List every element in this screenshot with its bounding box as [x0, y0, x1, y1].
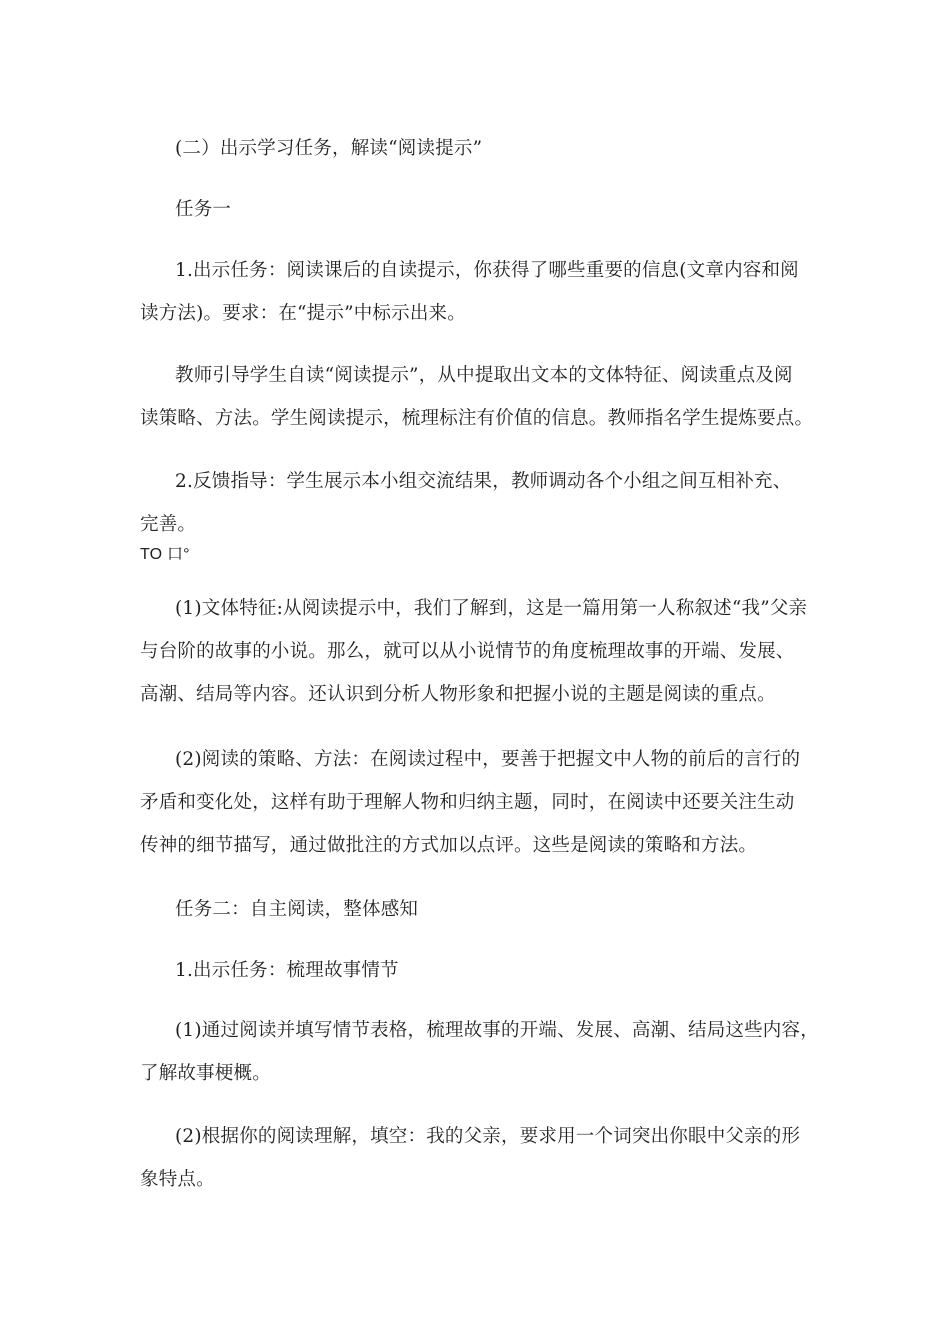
stray-text: TO 口°	[140, 546, 190, 563]
paragraph-plot-table: (1)通过阅读并填写情节表格，梳理故事的开端、发展、高潮、结局这些内容， 了解故事梗概。	[140, 1020, 819, 1084]
paragraph-feedback: 2.反馈指导：学生展示本小组交流结果，教师调动各个小组之间互相补充、 完善。	[140, 471, 792, 535]
paragraph-fill-blank: (2)根据你的阅读理解，填空：我的父亲，要求用一个词突出你眼中父亲的形 象特点。	[140, 1126, 801, 1190]
task-two-item-1: 1.出示任务：梳理故事情节	[175, 960, 399, 981]
task-one-heading: 任务一	[175, 199, 232, 220]
paragraph-task-one-item-1: 1.出示任务：阅读课后的自读提示，你获得了哪些重要的信息(文章内容和阅 读方法)。要求：在“提示”中标示出来。	[140, 260, 799, 324]
paragraph-genre-features: (1)文体特征:从阅读提示中，我们了解到，这是一篇用第一人称叙述“我”父亲 与台阶的故事的小说。那么，就可以从小说情节的角度梳理故事的开端、发展、 高潮、结局等内容。还认识到分析人物形象和把握小说的主题是阅读的重点。	[140, 598, 808, 705]
task-two-heading: 任务二：自主阅读，整体感知	[175, 899, 419, 920]
section-heading: (二）出示学习任务，解读“阅读提示”	[175, 138, 483, 159]
paragraph-reading-strategy: (2)阅读的策略、方法：在阅读过程中，要善于把握文中人物的前后的言行的 矛盾和变化处，这样有助于理解人物和归纳主题，同时，在阅读中还要关注生动 传神的细节描写，通过做批注的方式加以点评。这些是阅读的策略和方法。	[140, 749, 801, 856]
paragraph-teacher-guide: 教师引导学生自读“阅读提示”，从中提取出文本的文体特征、阅读重点及阅 读策略、方法。学生阅读提示，梳理标注有价值的信息。教师指名学生提炼要点。	[140, 365, 814, 429]
